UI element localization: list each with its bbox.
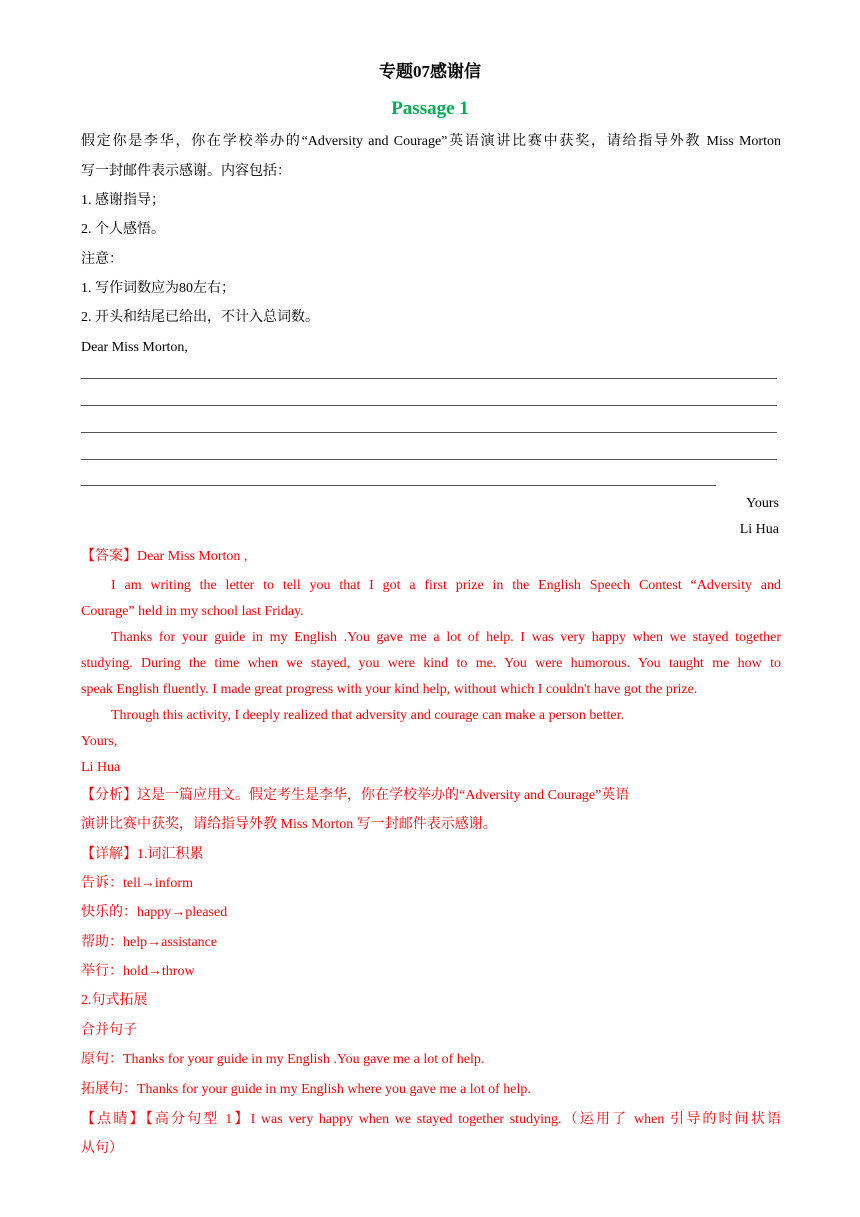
answer-p2-line3: speak English fluently. I made great progress with your kind help, without which I couldn't have got the prize. bbox=[81, 682, 698, 697]
answer-p2-line1: Thanks for your guide in my English .You gave me a lot of help. I was very happy when we stayed together bbox=[111, 630, 781, 645]
highlight-type-tag: 【高分句型 1】 bbox=[145, 1112, 251, 1127]
writing-line bbox=[81, 485, 716, 486]
writing-line bbox=[81, 459, 777, 460]
answer-block-start bbox=[81, 548, 781, 566]
document-title: 专题07感谢信 bbox=[379, 62, 481, 81]
analysis-line-1 bbox=[81, 787, 781, 805]
prompt-line-1: 假定你是李华，你在学校举办的“Adversity and Courage”英语演讲比赛中获奖，请给指导外教 Miss Morton bbox=[81, 134, 781, 149]
analysis-text-1: 这是一篇应用文。假定考生是李华，你在学校举办的“Adversity and Courage”英语 bbox=[137, 788, 630, 803]
answer-tag: 【答案】 bbox=[81, 549, 137, 564]
prompt-item-1: 1. 感谢指导； bbox=[81, 193, 165, 208]
answer-p1-line1: I am writing the letter to tell you that I got a first prize in the English Speech Contest “Adversity and bbox=[111, 578, 781, 593]
note-label: 注意： bbox=[81, 252, 123, 267]
detail-heading-2: 2.句式拓展 bbox=[81, 993, 148, 1008]
letter-salutation: Dear Miss Morton, bbox=[81, 340, 188, 355]
letter-signature: Li Hua bbox=[739, 522, 779, 537]
prompt-line-2: 写一封邮件表示感谢。内容包括： bbox=[81, 164, 291, 179]
merge-label: 合并句子 bbox=[81, 1023, 137, 1038]
highlight-tag: 【点睛】 bbox=[81, 1112, 146, 1127]
answer-salutation: Dear Miss Morton , bbox=[137, 549, 248, 564]
vocab-item: 告诉：tell→inform bbox=[81, 876, 193, 891]
detail-heading-1: 1.词汇积累 bbox=[137, 847, 204, 862]
answer-p3-line1: Through this activity, I deeply realized that adversity and courage can make a person better. bbox=[111, 708, 625, 723]
note-2: 2. 开头和结尾已给出，不计入总词数。 bbox=[81, 310, 319, 325]
analysis-line-2: 演讲比赛中获奖，请给指导外教 Miss Morton 写一封邮件表示感谢。 bbox=[81, 817, 497, 832]
note-1: 1. 写作词数应为80左右； bbox=[81, 281, 235, 296]
answer-closing: Yours, bbox=[81, 734, 118, 749]
answer-signature: Li Hua bbox=[81, 760, 121, 775]
writing-line bbox=[81, 405, 777, 406]
writing-line bbox=[81, 378, 777, 379]
expanded-sentence: 拓展句：Thanks for your guide in my English where you gave me a lot of help. bbox=[81, 1082, 531, 1097]
vocab-item: 帮助：help→assistance bbox=[81, 935, 218, 950]
vocab-item: 快乐的：happy→pleased bbox=[81, 905, 228, 920]
analysis-tag: 【分析】 bbox=[81, 788, 137, 803]
vocab-item: 举行：hold→throw bbox=[81, 964, 195, 979]
detail-tag: 【详解】 bbox=[81, 847, 137, 862]
highlight-line-1 bbox=[81, 1111, 781, 1129]
original-sentence: 原句：Thanks for your guide in my English .You gave me a lot of help. bbox=[81, 1052, 485, 1067]
prompt-item-2: 2. 个人感悟。 bbox=[81, 222, 165, 237]
highlight-line-2: 从句） bbox=[81, 1141, 123, 1156]
passage-heading: Passage 1 bbox=[391, 98, 469, 119]
detail-heading-1-line bbox=[81, 846, 781, 864]
letter-closing: Yours bbox=[746, 496, 779, 511]
answer-p1-line2: Courage” held in my school last Friday. bbox=[81, 604, 304, 619]
writing-line bbox=[81, 432, 777, 433]
highlight-text-1: I was very happy when we stayed together studying.（运用了 when 引导的时间状语 bbox=[250, 1112, 782, 1127]
answer-p2-line2: studying. During the time when we stayed, you were kind to me. You were humorous. You taught me how to bbox=[81, 656, 781, 671]
